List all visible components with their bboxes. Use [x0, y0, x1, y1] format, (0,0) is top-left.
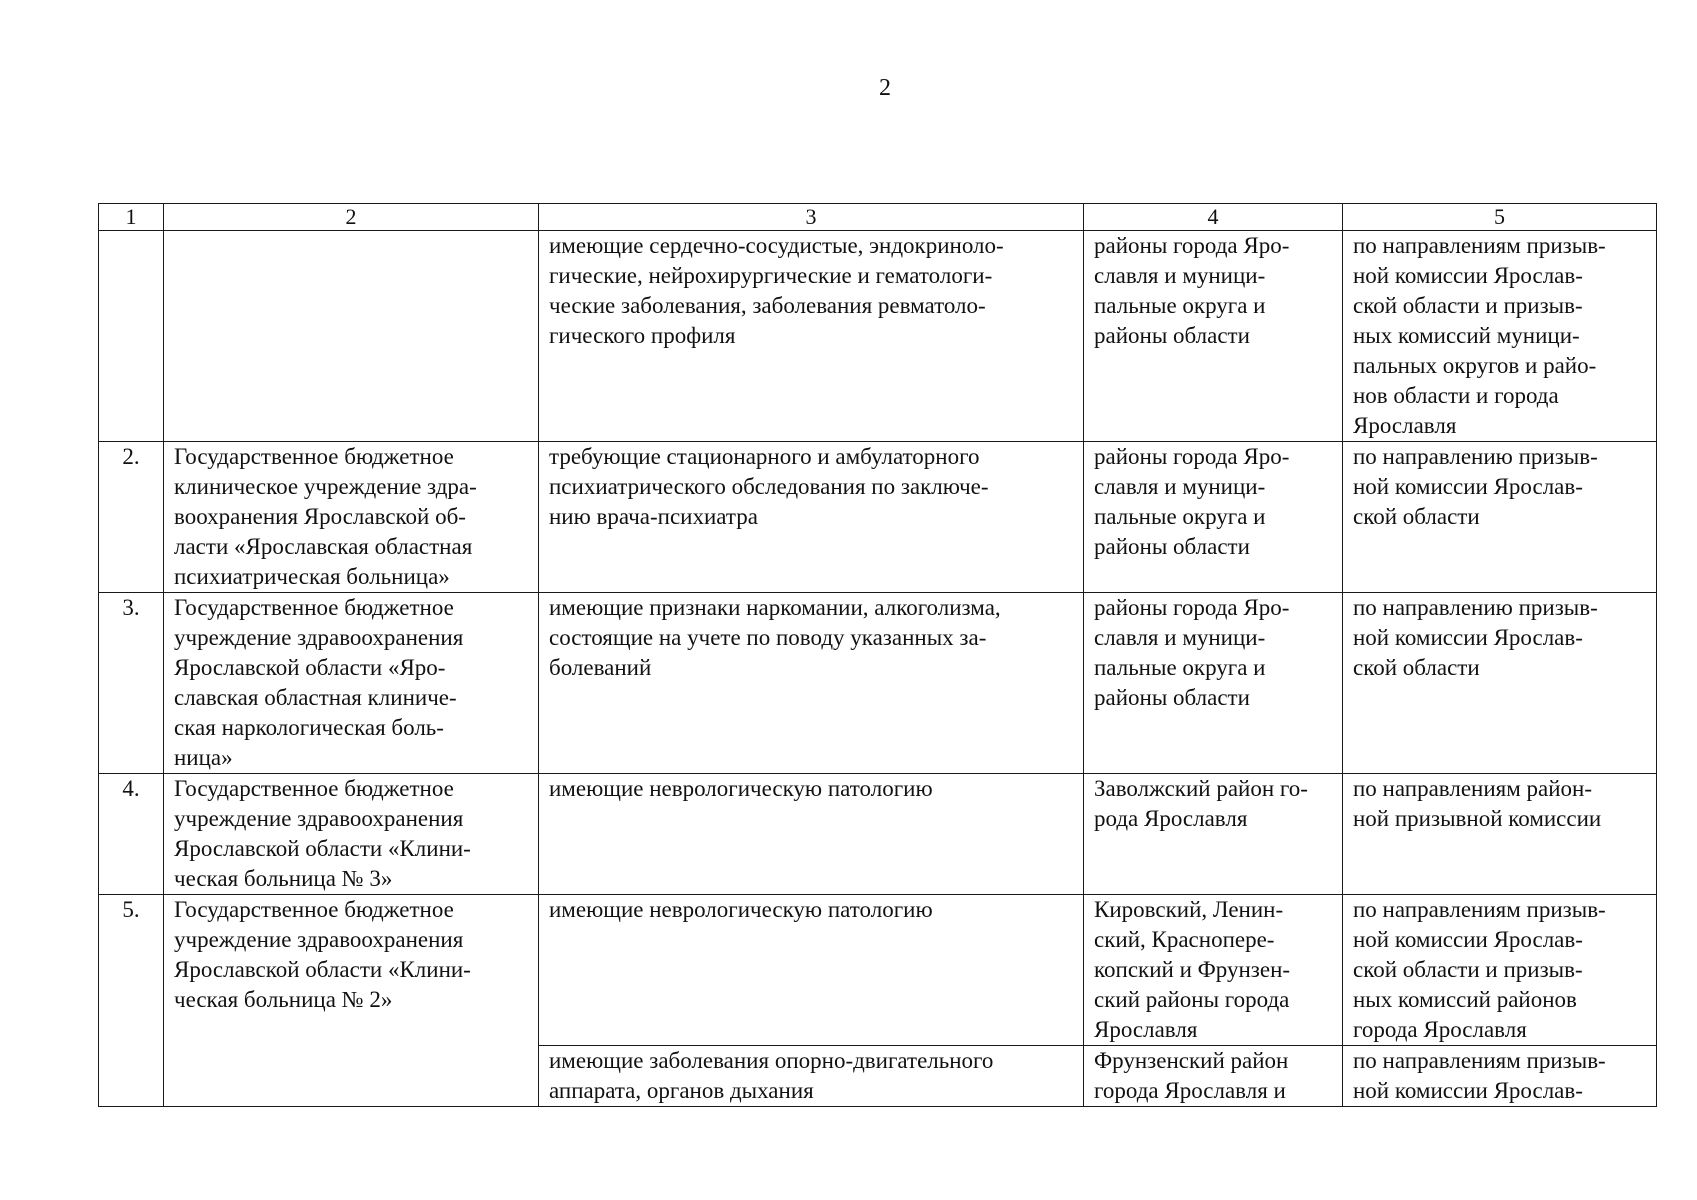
territory-cell: Фрунзенский район города Ярославля и — [1084, 1046, 1343, 1107]
condition-cell: требующие стационарного и амбулаторного психиатрического обследования по заключе- нию врача-психиатра — [539, 442, 1084, 593]
territory-cell: районы города Яро- славля и муници- пальные округа и районы области — [1084, 442, 1343, 593]
territory-cell: районы города Яро- славля и муници- пальные округа и районы области — [1084, 593, 1343, 774]
institutions-table — [98, 203, 1657, 1107]
condition-cell: имеющие неврологическую патологию — [539, 774, 1084, 895]
territory-cell: Заволжский район го- рода Ярославля — [1084, 774, 1343, 895]
row-number: 3. — [99, 593, 164, 774]
table-row — [99, 895, 1657, 1046]
column-number: 5 — [1343, 204, 1657, 231]
row-number — [99, 231, 164, 442]
institution-cell: Государственное бюджетное учреждение здравоохранения Ярославской области «Клини- ческая больница № 3» — [164, 774, 539, 895]
territory-cell: районы города Яро- славля и муници- пальные округа и районы области — [1084, 231, 1343, 442]
condition-cell: имеющие заболевания опорно-двигательного аппарата, органов дыхания — [539, 1046, 1084, 1107]
condition-cell: имеющие сердечно-сосудистые, эндокриноло- гические, нейрохирургические и гематологи- ческие заболевания, заболевания ревматоло- гического профиля — [539, 231, 1084, 442]
institution-cell: Государственное бюджетное учреждение здравоохранения Ярославской области «Клини- ческая больница № 2» — [164, 895, 539, 1107]
referral-cell: по направлению призыв- ной комиссии Ярослав- ской области — [1343, 442, 1657, 593]
condition-cell: имеющие неврологическую патологию — [539, 895, 1084, 1046]
column-number: 2 — [164, 204, 539, 231]
column-number: 1 — [99, 204, 164, 231]
column-number: 4 — [1084, 204, 1343, 231]
condition-cell: имеющие признаки наркомании, алкоголизма, состоящие на учете по поводу указанных за- болеваний — [539, 593, 1084, 774]
referral-cell: по направлениям район- ной призывной комиссии — [1343, 774, 1657, 895]
row-number: 5. — [99, 895, 164, 1107]
referral-cell: по направлениям призыв- ной комиссии Ярослав- ской области и призыв- ных комиссий муници- пальных округов и райо- нов области и города Ярославля — [1343, 231, 1657, 442]
table-row — [99, 442, 1657, 593]
table-row — [99, 231, 1657, 442]
column-number-row — [99, 204, 1657, 231]
institution-cell: Государственное бюджетное клиническое учреждение здра- воохранения Ярославской об- ласти «Ярославская областная психиатрическая больница» — [164, 442, 539, 593]
territory-cell: Кировский, Ленин- ский, Краснопере- копский и Фрунзен- ский районы города Ярославля — [1084, 895, 1343, 1046]
row-number: 4. — [99, 774, 164, 895]
table-row — [99, 593, 1657, 774]
page-number: 2 — [879, 75, 891, 101]
table-row — [99, 774, 1657, 895]
referral-cell: по направлению призыв- ной комиссии Ярослав- ской области — [1343, 593, 1657, 774]
row-number: 2. — [99, 442, 164, 593]
referral-cell: по направлениям призыв- ной комиссии Ярослав- — [1343, 1046, 1657, 1107]
institution-cell — [164, 231, 539, 442]
referral-cell: по направлениям призыв- ной комиссии Ярослав- ской области и призыв- ных комиссий районов города Ярославля — [1343, 895, 1657, 1046]
institution-cell: Государственное бюджетное учреждение здравоохранения Ярославской области «Яро- славская областная клиниче- ская наркологическая боль- ница» — [164, 593, 539, 774]
column-number: 3 — [539, 204, 1084, 231]
